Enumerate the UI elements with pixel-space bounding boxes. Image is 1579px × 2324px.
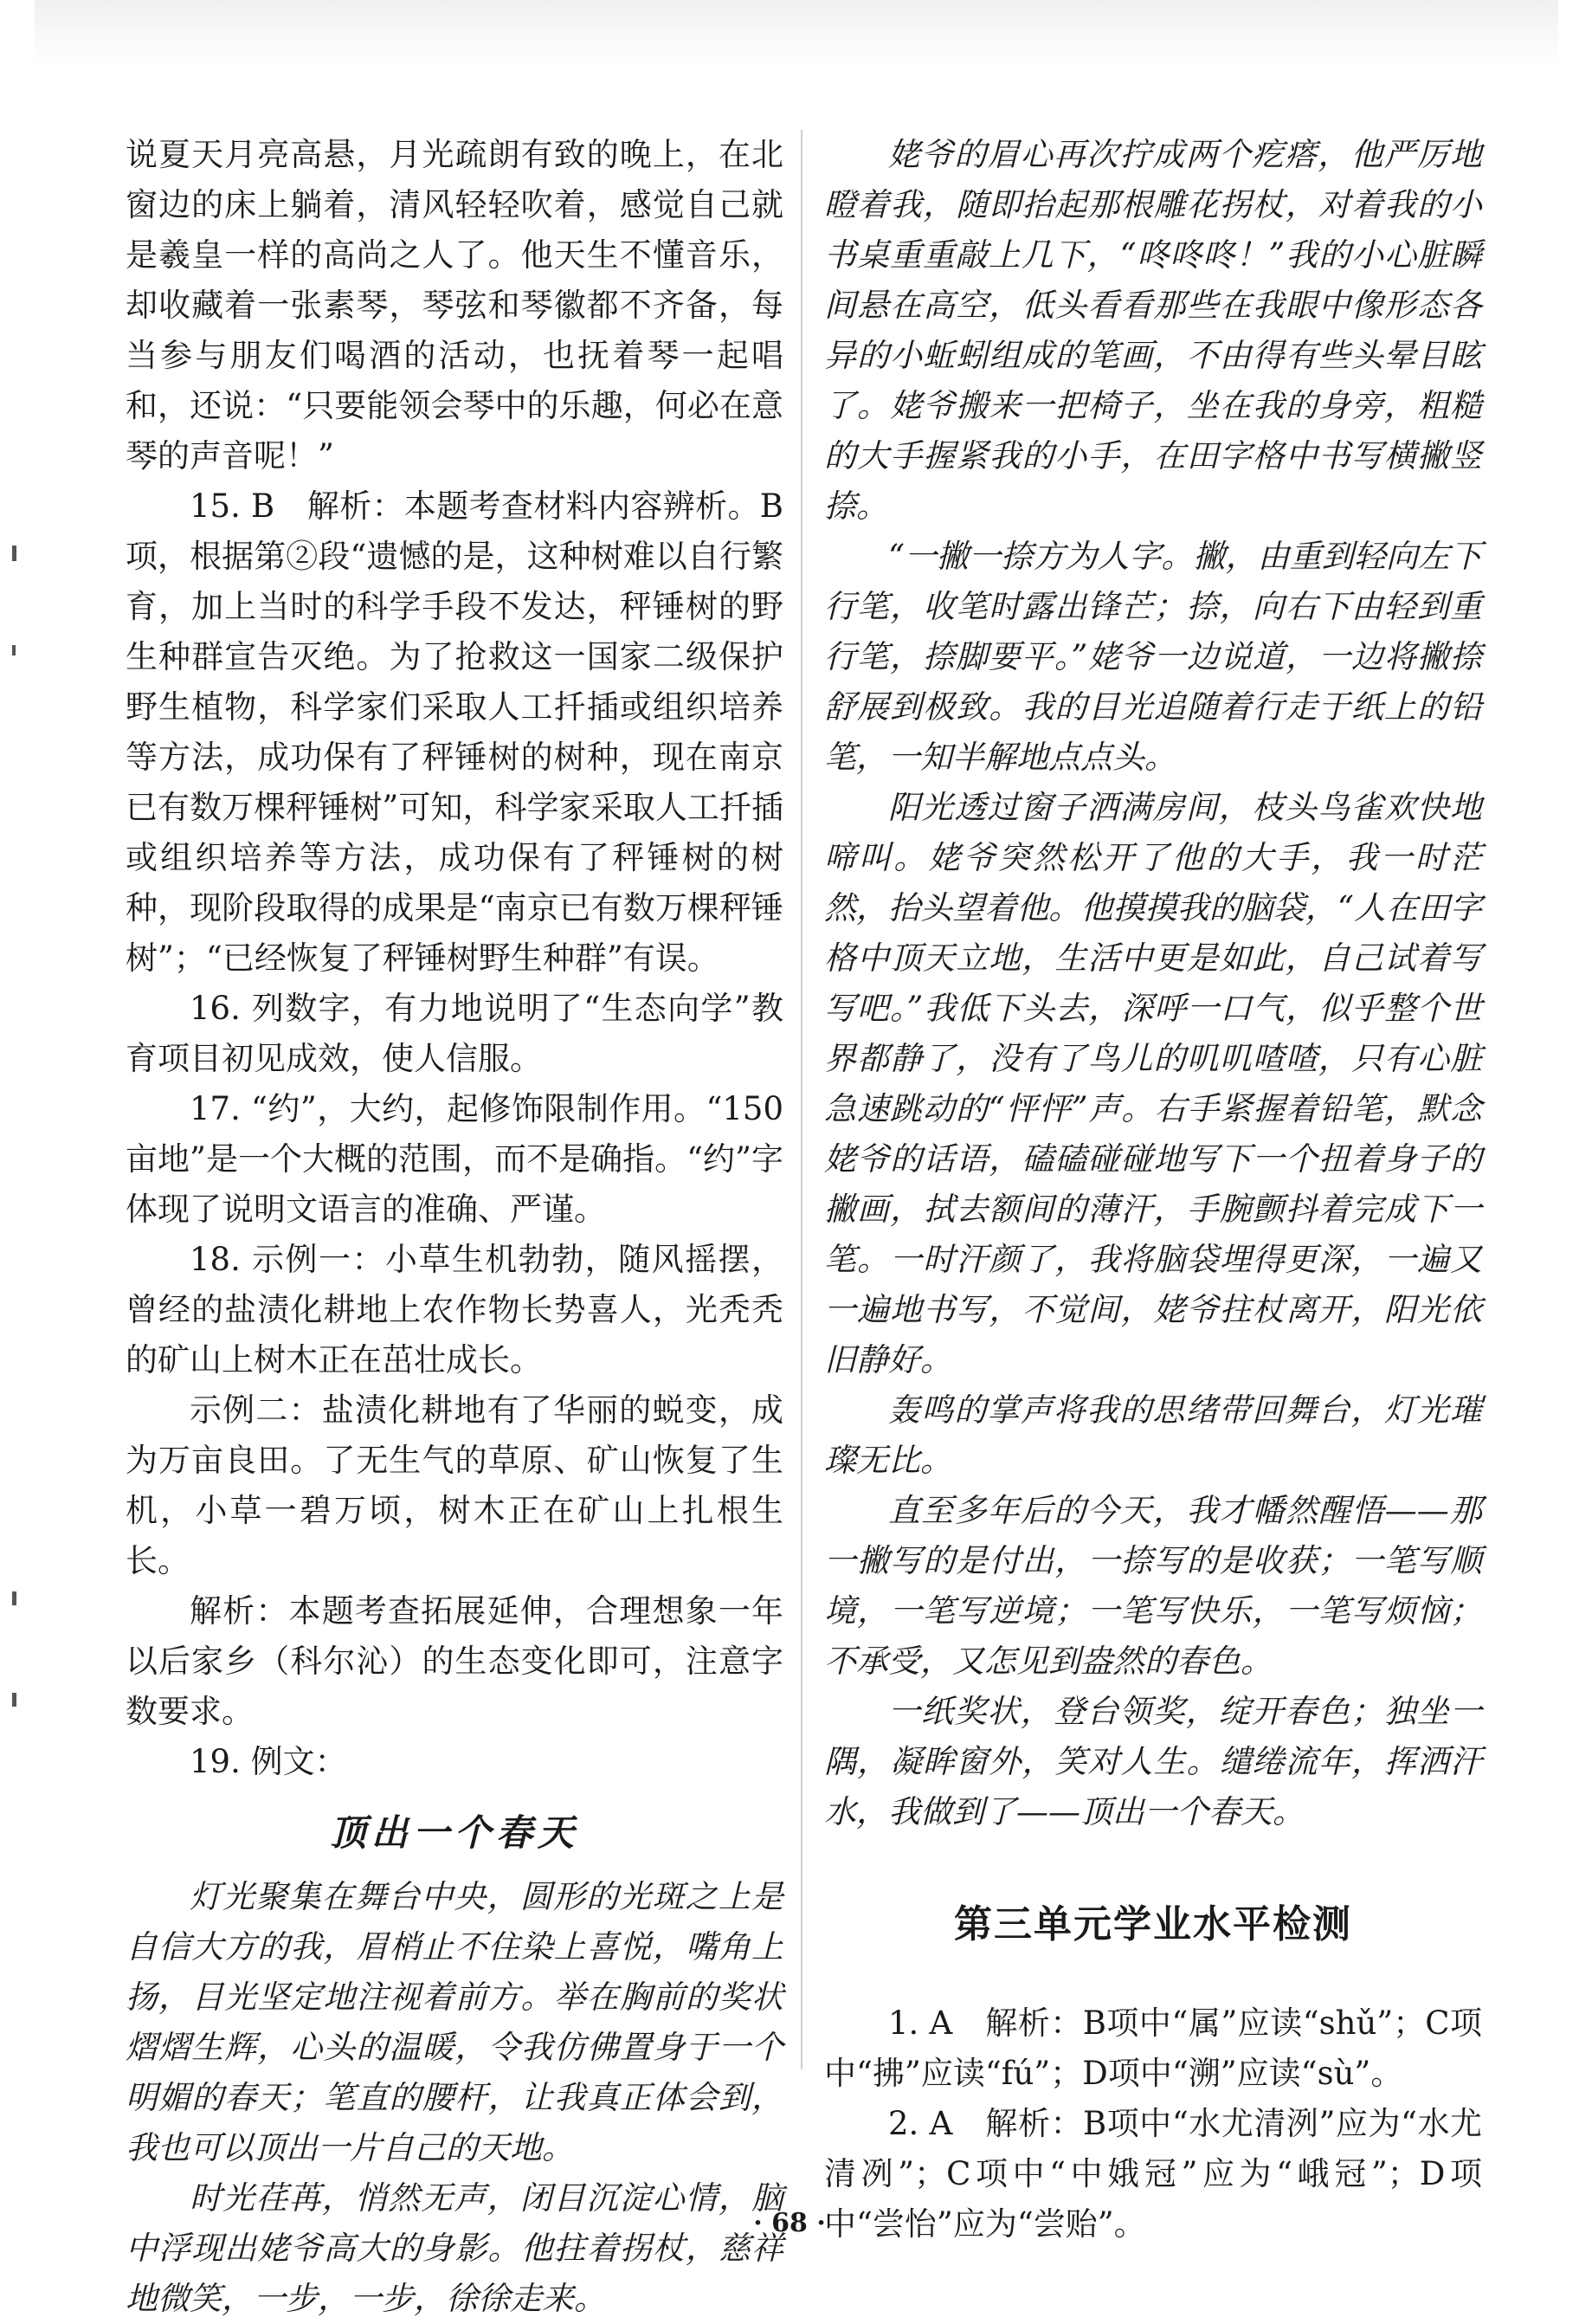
essay-paragraph: 直至多年后的今天，我才幡然醒悟——那一撇写的是付出，一捺写的是收获；一笔写顺境，一笔写逆境；一笔写快乐，一笔写烦恼；不承受，又怎见到盎然的春色。 xyxy=(824,1492,1482,1680)
answer-17: 17. “约”，大约，起修饰限制作用。“150亩地”是一个大概的范围，而不是确指。“约”字体现了说明文语言的准确、严谨。 xyxy=(126,1090,783,1228)
right-column xyxy=(824,130,1482,2250)
page-number: · 68 · xyxy=(753,2208,826,2238)
scan-top-shadow xyxy=(35,0,1558,69)
margin-mark xyxy=(12,545,16,561)
essay-paragraph: 姥爷的眉心再次拧成两个疙瘩，他严厉地瞪着我，随即抬起那根雕花拐杖，对着我的小书桌重重敲上几下，“咚咚咚！”我的小心脏瞬间悬在高空，低头看看那些在我眼中像形态各异的小蚯蚓组成的笔画，不由得有些头晕目眩了。姥爷搬来一把椅子，坐在我的身旁，粗糙的大手握紧我的小手，在田字格中书写横撇竖捺。 xyxy=(824,136,1482,525)
answer-16: 16. 列数字，有力地说明了“生态向学”教育项目初见成效，使人信服。 xyxy=(126,990,783,1077)
column-divider xyxy=(801,130,802,2069)
essay-paragraph: 阳光透过窗子洒满房间，枝头鸟雀欢快地啼叫。姥爷突然松开了他的大手，我一时茫然，抬头望着他。他摸摸我的脑袋，“人在田字格中顶天立地，生活中更是如此，自己试着写写吧。”我低下头去，深呼一口气，似乎整个世界都静了，没有了鸟儿的叽叽喳喳，只有心脏急速跳动的“怦怦”声。右手紧握着铅笔，默念姥爷的话语，磕磕碰碰地写下一个扭着身子的撇画，拭去额间的薄汗，手腕颤抖着完成下一笔。一时汗颜了，我将脑袋埋得更深，一遍又一遍地书写，不觉间，姥爷拄杖离开，阳光依旧静好。 xyxy=(824,789,1482,1378)
essay-paragraph: 一纸奖状，登台领奖，绽开春色；独坐一隅，凝眸窗外，笑对人生。缱绻流年，挥洒汗水，我做到了——顶出一个春天。 xyxy=(824,1693,1482,1830)
answer-18-analysis: 解析：本题考查拓展延伸，合理想象一年以后家乡（科尔沁）的生态变化即可，注意字数要求。 xyxy=(126,1592,783,1730)
paragraph: 说夏天月亮高悬，月光疏朗有致的晚上，在北窗边的床上躺着，清风轻轻吹着，感觉自己就是羲皇一样的高尚之人了。他天生不懂音乐，却收藏着一张素琴，琴弦和琴徽都不齐备，每当参与朋友们喝酒的活动，也抚着琴一起唱和，还说：“只要能领会琴中的乐趣，何必在意琴的声音呢！” xyxy=(126,136,783,474)
essay-paragraph: 轰鸣的掌声将我的思绪带回舞台，灯光璀璨无比。 xyxy=(824,1391,1482,1479)
essay-paragraph: “一撇一捺方为人字。撇，由重到轻向左下行笔，收笔时露出锋芒；捺，向右下由轻到重行笔，捺脚要平。”姥爷一边说道，一边将撇捺舒展到极致。我的目光追随着行走于纸上的铅笔，一知半解地点点头。 xyxy=(824,538,1482,776)
essay-title: 顶出一个春天 xyxy=(329,1811,579,1854)
answer-19: 19. 例文： xyxy=(190,1743,347,1780)
left-column xyxy=(126,130,783,2324)
margin-mark xyxy=(12,1693,16,1707)
margin-mark xyxy=(12,645,16,655)
margin-mark xyxy=(12,1591,16,1605)
essay-paragraph: 时光荏苒，悄然无声，闭目沉淀心情，脑中浮现出姥爷高大的身影。他拄着拐杖，慈祥地微笑，一步，一步，徐徐走来。 xyxy=(126,2179,783,2317)
answer-1: 1. A 解析：B项中“属”应读“shǔ”；C项中“拂”应读“fú”；D项中“溯”应读“sù”。 xyxy=(824,2004,1482,2092)
answer-18: 18. 示例一：小草生机勃勃，随风摇摆，曾经的盐渍化耕地上农作物长势喜人，光秃秃的矿山上树木正在茁壮成长。 xyxy=(126,1241,783,1378)
answer-2: 2. A 解析：B项中“水尤清洌”应为“水尤清冽”；C项中“中娥冠”应为“峨冠”；D项中“尝怡”应为“尝贻”。 xyxy=(824,2105,1482,2243)
answer-18-example-2: 示例二：盐渍化耕地有了华丽的蜕变，成为万亩良田。了无生气的草原、矿山恢复了生机，小草一碧万顷，树木正在矿山上扎根生长。 xyxy=(126,1391,783,1579)
section-title: 第三单元学业水平检测 xyxy=(954,1902,1352,1946)
essay-paragraph: 灯光聚集在舞台中央，圆形的光斑之上是自信大方的我，眉梢止不住染上喜悦，嘴角上扬，目光坚定地注视着前方。举在胸前的奖状熠熠生辉，心头的温暖，令我仿佛置身于一个明媚的春天；笔直的腰杆，让我真正体会到，我也可以顶出一片自己的天地。 xyxy=(126,1878,783,2166)
answer-15: 15. B 解析：本题考查材料内容辨析。B项，根据第②段“遗憾的是，这种树难以自行繁育，加上当时的科学手段不发达，秤锤树的野生种群宣告灭绝。为了抢救这一国家二级保护野生植物，科学家们采取人工扦插或组织培养等方法，成功保有了秤锤树的树种，现在南京已有数万棵秤锤树”可知，科学家采取人工扦插或组织培养等方法，成功保有了秤锤树的树种，现阶段取得的成果是“南京已有数万棵秤锤树”；“已经恢复了秤锤树野生种群”有误。 xyxy=(126,487,783,977)
